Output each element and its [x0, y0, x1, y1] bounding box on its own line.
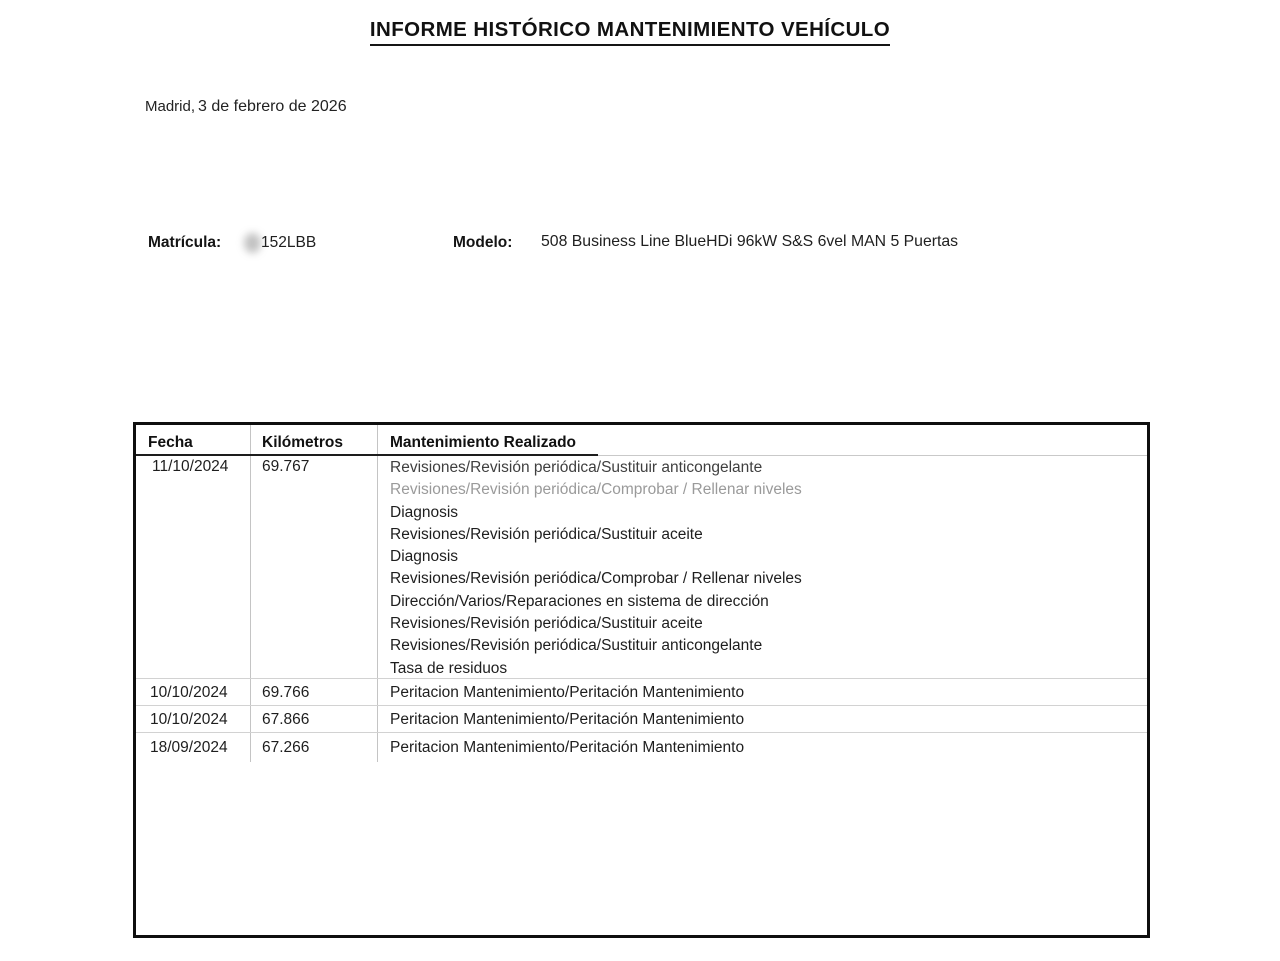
maintenance-item-list — [390, 457, 802, 680]
maintenance-item: Revisiones/Revisión periódica/Sustituir aceite — [390, 615, 703, 633]
cell-kilometros: 69.767 — [262, 458, 310, 475]
cell-fecha: 10/10/2024 — [150, 711, 228, 728]
dateline-city: Madrid, — [145, 98, 196, 115]
maintenance-table — [133, 422, 1150, 938]
cell-fecha: 18/09/2024 — [150, 739, 228, 756]
cell-fecha: 11/10/2024 — [152, 458, 229, 475]
maintenance-item: Diagnosis — [390, 503, 459, 521]
dateline-date: 3 de febrero de 2026 — [198, 98, 347, 115]
header-underline-dark — [136, 454, 598, 456]
row-divider — [136, 732, 1147, 733]
row-divider — [136, 705, 1147, 706]
title-bar — [0, 18, 1260, 46]
maintenance-item: Dirección/Varios/Reparaciones en sistema de dirección — [390, 592, 769, 610]
cell-kilometros: 67.266 — [262, 739, 310, 756]
row-divider — [136, 678, 1147, 679]
page-title: INFORME HISTÓRICO MANTENIMIENTO VEHÍCULO — [370, 18, 890, 46]
cell-kilometros: 67.866 — [262, 711, 310, 728]
maintenance-item: Revisiones/Revisión periódica/Sustituir anticongelante — [390, 637, 763, 655]
maintenance-item: Peritacion Mantenimiento/Peritación Mantenimiento — [390, 711, 745, 728]
matricula-value: 152LBB — [261, 234, 317, 251]
maintenance-item: Revisiones/Revisión periódica/Sustituir aceite — [390, 525, 703, 543]
maintenance-item: Revisiones/Revisión periódica/Comprobar / Rellenar niveles — [390, 570, 802, 588]
column-header-kilometros: Kilómetros — [262, 434, 343, 451]
column-divider-fecha-km — [250, 425, 251, 762]
maintenance-item: Revisiones/Revisión periódica/Comprobar / Rellenar niveles — [390, 481, 802, 499]
column-header-mantenimiento: Mantenimiento Realizado — [390, 434, 577, 451]
column-header-fecha: Fecha — [148, 434, 193, 451]
maintenance-item: Peritacion Mantenimiento/Peritación Mantenimiento — [390, 684, 745, 701]
cell-kilometros: 69.766 — [262, 684, 310, 701]
modelo-label: Modelo: — [453, 234, 513, 251]
vehicle-info-row — [0, 231, 1280, 257]
dateline — [145, 98, 347, 116]
modelo-value: 508 Business Line BlueHDi 96kW S&S 6vel MAN 5 Puertas — [541, 233, 959, 250]
matricula-label: Matrícula: — [148, 234, 222, 251]
column-divider-km-mant — [377, 425, 378, 762]
redaction-smudge — [244, 233, 261, 253]
maintenance-item: Diagnosis — [390, 548, 459, 566]
cell-fecha: 10/10/2024 — [150, 684, 228, 701]
maintenance-item: Tasa de residuos — [390, 659, 508, 677]
maintenance-item: Revisiones/Revisión periódica/Sustituir anticongelante — [390, 459, 763, 476]
maintenance-table-inner — [136, 425, 1147, 935]
maintenance-item: Peritacion Mantenimiento/Peritación Mantenimiento — [390, 739, 745, 756]
